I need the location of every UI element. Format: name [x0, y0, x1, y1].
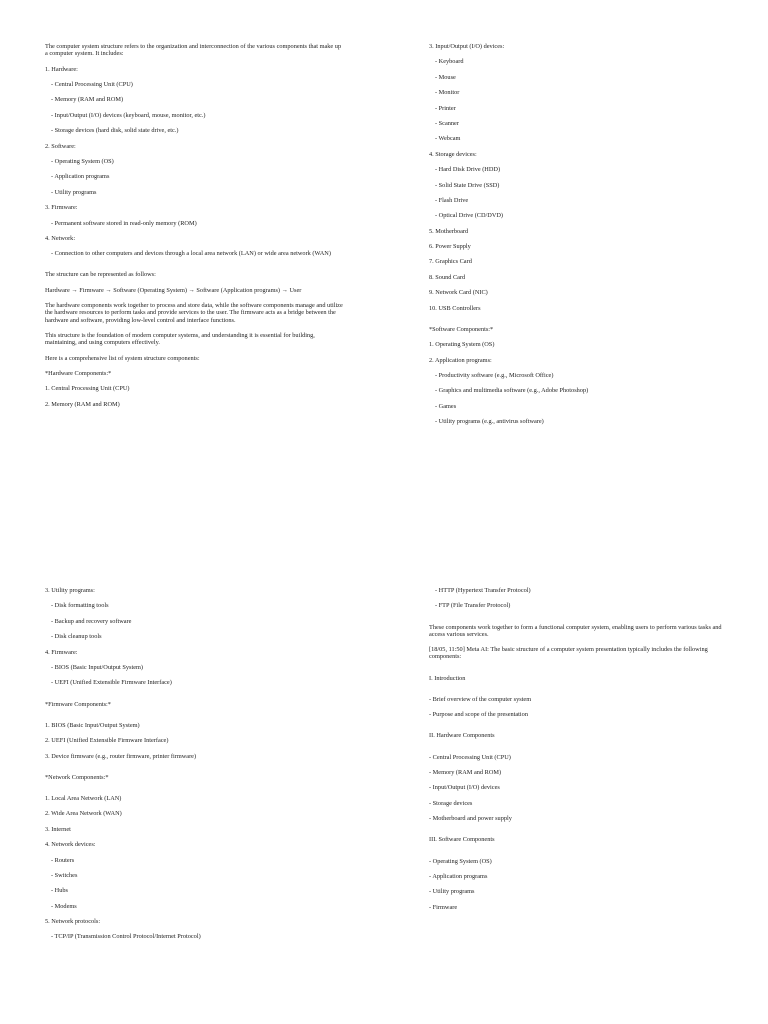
list-heading: 4. Storage devices:	[429, 150, 477, 158]
list-item: - Memory (RAM and ROM)	[51, 96, 124, 104]
section-heading: II. Hardware Components	[429, 732, 495, 740]
list-item: - Utility programs	[51, 188, 97, 196]
list-heading: 4. Firmware:	[45, 648, 78, 656]
list-item: 2. Memory (RAM and ROM)	[45, 400, 120, 408]
list-item: - Productivity software (e.g., Microsoft Office)	[435, 372, 554, 380]
list-item: - Graphics and multimedia software (e.g., Adobe Photoshop)	[435, 387, 589, 395]
list-item: - Utility programs	[429, 888, 475, 896]
page-1-text	[45, 43, 345, 416]
paragraph: [18/05, 11:50] Meta AI: The basic structure of a computer system presentation typically includes the following components:	[429, 646, 708, 661]
section-heading: *Software Components:*	[429, 325, 494, 333]
list-item: - Modems	[51, 902, 77, 910]
section-heading: *Firmware Components:*	[45, 700, 111, 708]
list-item: - Purpose and scope of the presentation	[429, 711, 528, 719]
list-item: - Hard Disk Drive (HDD)	[435, 166, 501, 174]
list-item: - Memory (RAM and ROM)	[429, 768, 502, 776]
list-item: - Storage devices	[429, 799, 473, 807]
list-item: - Webcam	[435, 135, 461, 143]
section-heading: I. Introduction	[429, 674, 466, 682]
list-item: - Input/Output (I/O) devices (keyboard, mouse, monitor, etc.)	[51, 111, 206, 119]
document-page-3	[0, 512, 384, 1024]
page-3-text	[45, 587, 345, 949]
paragraph: The hardware components work together to process and store data, while the software components manage and utilize the hardware resources to perform tasks and provide services to the user. The firmware acts as a bridge between the hardware and software, providing low-level control and interface functions.	[45, 302, 343, 324]
list-item: - Scanner	[435, 119, 459, 127]
list-item: 1. BIOS (Basic Input/Output System)	[45, 721, 140, 729]
list-item: 6. Power Supply	[429, 243, 471, 251]
list-item: - Optical Drive (CD/DVD)	[435, 212, 504, 220]
list-item: 3. Internet	[45, 825, 71, 833]
list-item: - TCP/IP (Transmission Control Protocol/Internet Protocol)	[51, 933, 201, 941]
list-item: - Disk cleanup tools	[51, 633, 102, 641]
document-page-4	[384, 512, 768, 1024]
list-heading: 3. Firmware:	[45, 204, 78, 212]
section-heading: *Hardware Components:*	[45, 370, 112, 378]
list-item: - Input/Output (I/O) devices	[429, 784, 500, 792]
list-item: - Central Processing Unit (CPU)	[51, 80, 133, 88]
list-item: 2. Wide Area Network (WAN)	[45, 810, 122, 818]
list-item: 10. USB Controllers	[429, 304, 481, 312]
list-item: 5. Motherboard	[429, 227, 469, 235]
list-item: - UEFI (Unified Extensible Firmware Interface)	[51, 679, 172, 687]
list-item: - Firmware	[429, 903, 458, 911]
section-heading: III. Software Components	[429, 836, 495, 844]
list-item: - Disk formatting tools	[51, 602, 109, 610]
list-item: - Monitor	[435, 89, 460, 97]
list-item: - Games	[435, 402, 457, 410]
list-heading: 5. Network protocols:	[45, 918, 101, 926]
list-heading: 2. Software:	[45, 142, 76, 150]
list-item: - HTTP (Hypertext Transfer Protocol)	[435, 587, 531, 594]
page-4-text	[429, 587, 729, 919]
paragraph: Hardware → Firmware → Software (Operating System) → Software (Application programs) → User	[45, 286, 302, 294]
list-item: - Flash Drive	[435, 196, 469, 204]
paragraph: The structure can be represented as follows:	[45, 271, 156, 279]
list-heading: 4. Network:	[45, 234, 76, 242]
document-page-1	[0, 0, 384, 512]
paragraph: This structure is the foundation of modern computer systems, and understanding it is essential for building, maintaining, and using computers effectively.	[45, 332, 315, 347]
list-item: - BIOS (Basic Input/Output System)	[51, 663, 143, 671]
list-heading: 4. Network devices:	[45, 841, 96, 849]
list-item: - Mouse	[435, 73, 456, 81]
list-item: - Keyboard	[435, 58, 464, 66]
paragraph: The computer system structure refers to the organization and interconnection of the various components that make up a computer system. It includes:	[45, 43, 342, 58]
list-item: - Brief overview of the computer system	[429, 695, 532, 703]
list-item: - Connection to other computers and devices through a local area network (LAN) or wide area network (WAN)	[51, 250, 331, 258]
list-item: - Operating System (OS)	[429, 857, 492, 865]
list-item: 1. Local Area Network (LAN)	[45, 794, 122, 802]
paragraph: Here is a comprehensive list of system structure components:	[45, 354, 200, 362]
list-item: - Switches	[51, 871, 78, 879]
list-item: - Application programs	[51, 173, 110, 181]
list-item: - Backup and recovery software	[51, 617, 132, 625]
list-item: 1. Central Processing Unit (CPU)	[45, 385, 130, 393]
section-heading: *Network Components:*	[45, 773, 109, 781]
list-item: - Solid State Drive (SSD)	[435, 181, 500, 189]
list-item: - Permanent software stored in read-only memory (ROM)	[51, 219, 197, 227]
list-heading: 2. Application programs:	[429, 356, 492, 364]
list-item: 2. UEFI (Unified Extensible Firmware Interface)	[45, 737, 169, 745]
list-item: - Hubs	[51, 887, 68, 895]
list-heading: 3. Utility programs:	[45, 587, 95, 594]
page-2-text	[429, 43, 729, 434]
list-item: - Storage devices (hard disk, solid state drive, etc.)	[51, 127, 179, 135]
document-page-2	[384, 0, 768, 512]
list-item: - FTP (File Transfer Protocol)	[435, 602, 511, 610]
list-heading: 3. Input/Output (I/O) devices:	[429, 43, 505, 50]
list-item: 9. Network Card (NIC)	[429, 289, 488, 297]
list-item: - Routers	[51, 856, 75, 864]
list-item: 8. Sound Card	[429, 273, 466, 281]
list-item: - Application programs	[429, 872, 488, 880]
list-item: - Motherboard and power supply	[429, 815, 512, 823]
list-heading: 1. Hardware:	[45, 65, 78, 73]
list-item: - Central Processing Unit (CPU)	[429, 753, 511, 761]
list-item: - Printer	[435, 104, 456, 112]
list-item: 1. Operating System (OS)	[429, 341, 495, 349]
list-item: - Utility programs (e.g., antivirus software)	[435, 418, 544, 426]
list-item: 7. Graphics Card	[429, 258, 472, 266]
paragraph: These components work together to form a functional computer system, enabling users to perform various tasks and access various services.	[429, 623, 722, 638]
list-item: - Operating System (OS)	[51, 157, 114, 165]
list-item: 3. Device firmware (e.g., router firmware, printer firmware)	[45, 752, 197, 760]
